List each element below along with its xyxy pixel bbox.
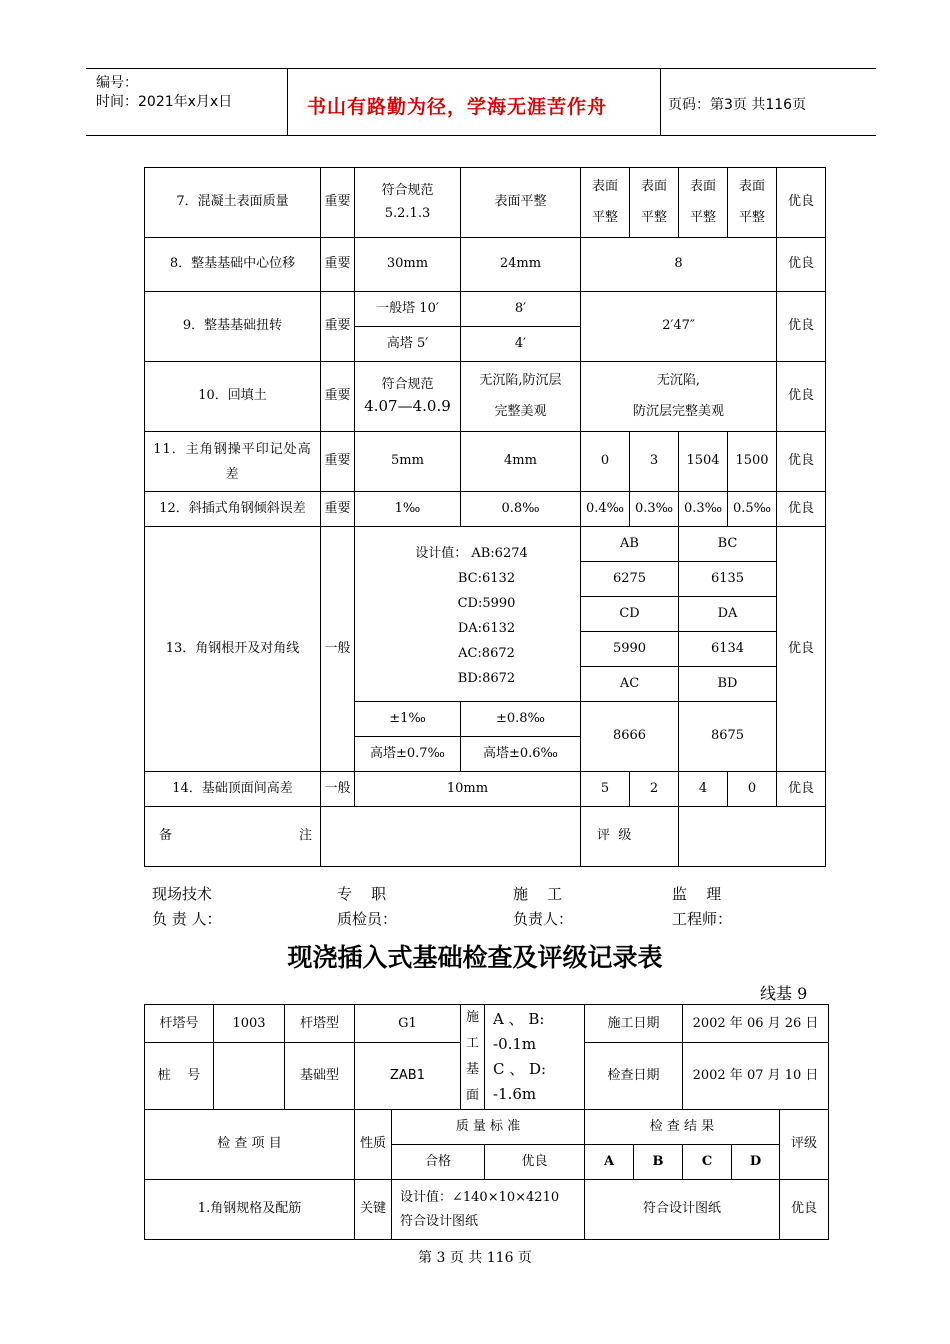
item-name: 12．斜插式角钢倾斜误差 xyxy=(145,492,321,527)
item-standard: 设计值：∠140×10×4210 符合设计图纸 xyxy=(392,1180,585,1240)
result-b: 0.3‰ xyxy=(630,492,679,527)
signature-supervisor-2: 工程师： xyxy=(672,910,733,928)
result-a: 表面 平整 xyxy=(581,168,630,238)
check-result-header: 检 查 结 果 xyxy=(585,1110,780,1145)
table-row xyxy=(145,168,826,238)
col-b-header: B xyxy=(634,1145,683,1180)
signature-tech-lead-1: 现场技术 xyxy=(152,885,213,903)
signature-inspector-2: 质检员： xyxy=(337,910,398,928)
good-header: 优良 xyxy=(485,1145,585,1180)
table-row xyxy=(145,492,826,527)
tower-type-label: 杆塔型 xyxy=(285,1005,355,1043)
construction-base-label: 施工 基面 xyxy=(461,1005,485,1110)
result-a: 5 xyxy=(581,772,630,807)
item-grade: 优良 xyxy=(777,168,826,238)
item-grade: 优良 xyxy=(780,1180,829,1240)
item-nature: 重要 xyxy=(321,238,355,292)
item-grade: 优良 xyxy=(777,292,826,362)
item-standard: 10mm xyxy=(355,772,581,807)
document-time-label: 时间：2021年x月x日 xyxy=(96,94,233,110)
item-grade: 优良 xyxy=(777,238,826,292)
item-nature: 重要 xyxy=(321,432,355,492)
item-result: 符合设计图纸 xyxy=(585,1180,780,1240)
result-d: 0.5‰ xyxy=(728,492,777,527)
item-result: 无沉陷, 防沉层完整美观 xyxy=(581,362,777,432)
item-name: 1.角钢规格及配筋 xyxy=(145,1180,355,1240)
item-standard: 1‰ xyxy=(355,492,461,527)
result-c: 表面 平整 xyxy=(679,168,728,238)
pass-header: 合格 xyxy=(392,1145,485,1180)
table-row xyxy=(145,772,826,807)
item-grade: 优良 xyxy=(777,362,826,432)
item-measured: 无沉陷,防沉层 完整美观 xyxy=(461,362,581,432)
item-grade: 优良 xyxy=(777,492,826,527)
table-row xyxy=(145,238,826,292)
page-indicator: 页码：第3页 共116页 xyxy=(668,97,807,113)
table-row xyxy=(145,1110,829,1145)
check-date-value: 2002 年 07 月 10 日 xyxy=(683,1043,829,1110)
page-footer: 第 3 页 共 116 页 xyxy=(418,1250,532,1266)
remarks-value xyxy=(321,807,581,867)
item-name: 7．混凝土表面质量 xyxy=(145,168,321,238)
item-nature: 一般 xyxy=(321,772,355,807)
remarks-label: 备 注 xyxy=(145,807,321,867)
table-row xyxy=(145,362,826,432)
quality-standard-header: 质 量 标 准 xyxy=(392,1110,585,1145)
item-measured: 4′ xyxy=(461,327,581,362)
item-measured: 0.8‰ xyxy=(461,492,581,527)
item-nature: 重要 xyxy=(321,492,355,527)
item-measured: 8′ xyxy=(461,292,581,327)
result-b: 3 xyxy=(630,432,679,492)
item-nature: 重要 xyxy=(321,292,355,362)
pair-label: BD xyxy=(679,667,777,702)
pile-no-label: 桩 号 xyxy=(145,1043,214,1110)
rating-label: 评 级 xyxy=(581,807,679,867)
item-grade: 优良 xyxy=(777,432,826,492)
tolerance-high-tower-general: 高塔±0.7‰ xyxy=(355,737,461,772)
pair-value: 6134 xyxy=(679,632,777,667)
item-measured: 24mm xyxy=(461,238,581,292)
item-nature: 关键 xyxy=(355,1180,392,1240)
item-name: 11．主角钢操平印记处高差 xyxy=(145,432,321,492)
check-date-label: 检查日期 xyxy=(585,1043,683,1110)
item-nature: 重要 xyxy=(321,362,355,432)
form-code: 线基 9 xyxy=(760,984,808,1003)
signature-construction-2: 负责人： xyxy=(513,910,574,928)
pair-value: 5990 xyxy=(581,632,679,667)
item-measured: 表面平整 xyxy=(461,168,581,238)
item-result: 8 xyxy=(581,238,777,292)
col-a-header: A xyxy=(585,1145,634,1180)
pair-value: 6275 xyxy=(581,562,679,597)
construction-date-value: 2002 年 06 月 26 日 xyxy=(683,1005,829,1043)
rating-value xyxy=(679,807,826,867)
signature-inspector-1: 专 职 xyxy=(337,885,387,903)
signature-supervisor-1: 监 理 xyxy=(672,885,722,903)
item-standard: 一般塔 10′ xyxy=(355,292,461,327)
item-name: 14．基础顶面间高差 xyxy=(145,772,321,807)
pair-label: AC xyxy=(581,667,679,702)
document-number-label: 编号： xyxy=(96,75,138,91)
signature-construction-1: 施 工 xyxy=(513,885,563,903)
result-d: 表面 平整 xyxy=(728,168,777,238)
diagonal-value: 8666 xyxy=(581,702,679,772)
tower-no-label: 杆塔号 xyxy=(145,1005,214,1043)
table-row xyxy=(145,1005,829,1043)
item-standard: 30mm xyxy=(355,238,461,292)
construction-date-label: 施工日期 xyxy=(585,1005,683,1043)
result-b: 表面 平整 xyxy=(630,168,679,238)
col-d-header: D xyxy=(732,1145,780,1180)
tolerance-good: ±0.8‰ xyxy=(461,702,581,737)
result-c: 1504 xyxy=(679,432,728,492)
item-standard: 符合规范 5.2.1.3 xyxy=(355,168,461,238)
result-a: 0 xyxy=(581,432,630,492)
item-standard: 符合规范 4.07—4.0.9 xyxy=(355,362,461,432)
item-name: 8．整基基础中心位移 xyxy=(145,238,321,292)
result-d: 1500 xyxy=(728,432,777,492)
tolerance-high-tower-good: 高塔±0.6‰ xyxy=(461,737,581,772)
inspection-table-continued xyxy=(144,167,826,867)
pair-label: BC xyxy=(679,527,777,562)
pair-value: 6135 xyxy=(679,562,777,597)
pair-label: CD xyxy=(581,597,679,632)
result-a: 0.4‰ xyxy=(581,492,630,527)
result-b: 2 xyxy=(630,772,679,807)
pair-label: DA xyxy=(679,597,777,632)
col-c-header: C xyxy=(683,1145,732,1180)
header-motto: 书山有路勤为径，学海无涯苦作舟 xyxy=(307,96,608,118)
foundation-inspection-table xyxy=(144,1004,829,1240)
diagonal-value: 8675 xyxy=(679,702,777,772)
result-d: 0 xyxy=(728,772,777,807)
form-title: 现浇插入式基础检查及评级记录表 xyxy=(287,943,663,972)
nature-header: 性质 xyxy=(355,1110,392,1180)
tower-type-value: G1 xyxy=(355,1005,461,1043)
tolerance-general: ±1‰ xyxy=(355,702,461,737)
item-nature: 一般 xyxy=(321,527,355,772)
pile-no-value xyxy=(214,1043,285,1110)
check-item-header: 检 查 项 目 xyxy=(145,1110,355,1180)
table-row xyxy=(145,432,826,492)
design-values: 设计值： AB:6274 BC:6132 CD:5990 DA:6132 AC:8672 BD:8672 xyxy=(355,527,581,702)
base-type-value: ZAB1 xyxy=(355,1043,461,1110)
item-name: 10．回填土 xyxy=(145,362,321,432)
table-row xyxy=(145,527,826,562)
table-row xyxy=(145,292,826,327)
remarks-row xyxy=(145,807,826,867)
tower-no-value: 1003 xyxy=(214,1005,285,1043)
pair-label: AB xyxy=(581,527,679,562)
table-row xyxy=(145,1180,829,1240)
item-result: 2′47″ xyxy=(581,292,777,362)
grade-header: 评级 xyxy=(780,1110,829,1180)
item-standard: 高塔 5′ xyxy=(355,327,461,362)
construction-base-values: A 、 B: -0.1m C 、 D: -1.6m xyxy=(485,1005,585,1110)
item-name: 9．整基基础扭转 xyxy=(145,292,321,362)
item-standard: 5mm xyxy=(355,432,461,492)
item-name: 13．角钢根开及对角线 xyxy=(145,527,321,772)
item-grade: 优良 xyxy=(777,527,826,772)
result-c: 0.3‰ xyxy=(679,492,728,527)
item-grade: 优良 xyxy=(777,772,826,807)
signature-tech-lead-2: 负 责 人： xyxy=(152,910,222,928)
item-measured: 4mm xyxy=(461,432,581,492)
result-c: 4 xyxy=(679,772,728,807)
base-type-label: 基础型 xyxy=(285,1043,355,1110)
item-nature: 重要 xyxy=(321,168,355,238)
